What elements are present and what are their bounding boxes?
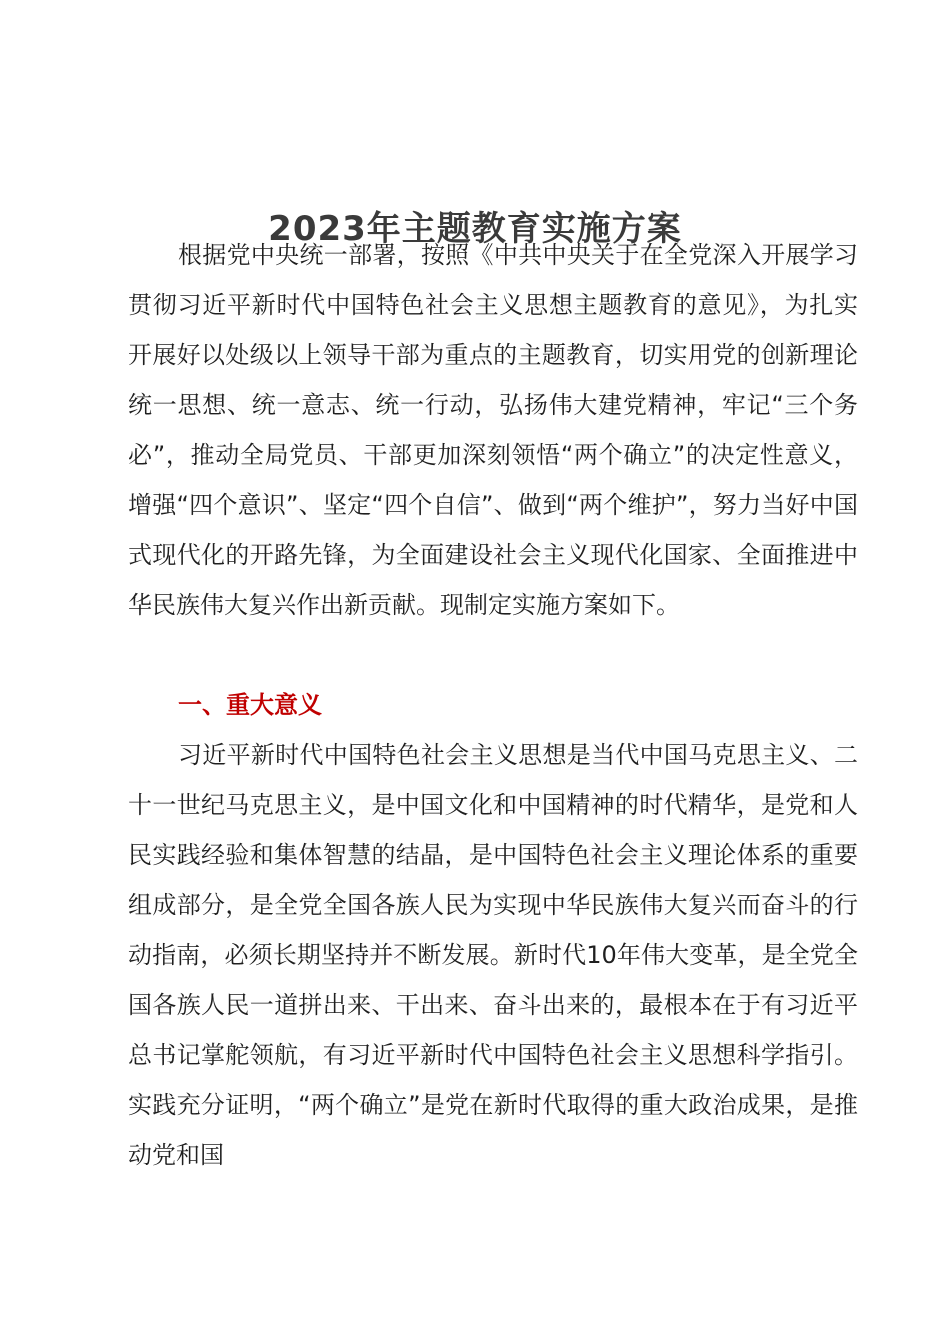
section-heading-1: 一、重大意义 [178,691,322,719]
intro-paragraph: 根据党中央统一部署，按照《中共中央关于在全党深入开展学习贯彻习近平新时代中国特色社会主义思想主题教育的意见》，为扎实开展好以处级以上领导干部为重点的主题教育，切实用党的创新理论统一思想、统一意志、统一行动，弘扬伟大建党精神，牢记“三个务必”，推动全局党员、干部更加深刻领悟“两个确立”的决定性意义，增强“四个意识”、坚定“四个自信”、做到“两个维护”，努力当好中国式现代化的开路先锋，为全面建设社会主义现代化国家、全面推进中华民族伟大复兴作出新贡献。现制定实施方案如下。 [128,241,858,619]
section-1-paragraph: 习近平新时代中国特色社会主义思想是当代中国马克思主义、二十一世纪马克思主义，是中国文化和中国精神的时代精华，是党和人民实践经验和集体智慧的结晶，是中国特色社会主义理论体系的重要组成部分，是全党全国各族人民为实现中华民族伟大复兴而奋斗的行动指南，必须长期坚持并不断发展。新时代10年伟大变革，是全党全国各族人民一道拼出来、干出来、奋斗出来的，最根本在于有习近平总书记掌舵领航，有习近平新时代中国特色社会主义思想科学指引。实践充分证明，“两个确立”是党在新时代取得的重大政治成果，是推动党和国 [128,741,858,1169]
document-title: 2023年主题教育实施方案 [268,208,682,249]
